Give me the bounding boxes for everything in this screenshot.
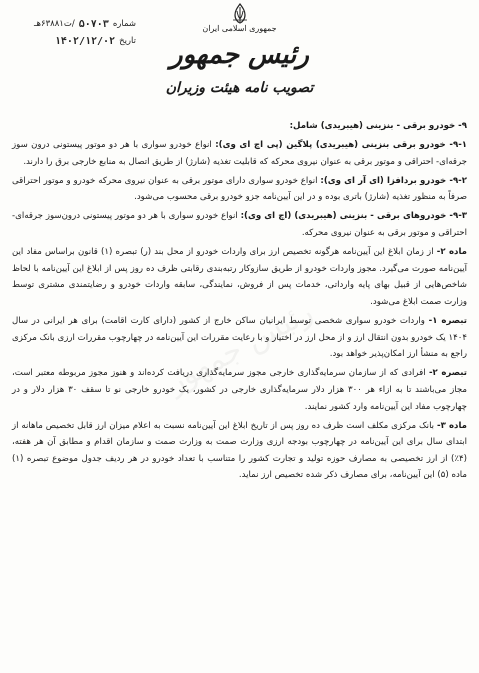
article-3 [12, 418, 467, 484]
paragraph-9-2 [12, 173, 467, 206]
letterhead [0, 0, 479, 118]
paragraph-label: ۹-۲- خودرو بردافزا (ای آر ای وی): [320, 175, 467, 186]
letterhead-title: رئیس جمهور [170, 40, 309, 70]
note-label: تبصره ۲- [428, 368, 467, 379]
paragraph-label: ۹-۳- خودروهای برقی - بنزینی (هیبریدی) (اچ ای وی): [240, 211, 468, 222]
note-text: افرادی که از سازمان سرمایه‌گذاری خارجی مجوز سرمایه‌گذاری دریافت کرده‌اند و هنوز مجوز مربوطه معتبر است، مجاز می‌باشند تا به ازاء هر ۳۰۰ هزار دلار سرمایه‌گذاری خارجی در کشور، یک خودرو خارجی نو تا سقف ۳۰ هزار دلار و در چهارچوب مفاد این آیین‌نامه وارد کشور نمایند. [12, 368, 467, 412]
date-label: تاریخ [119, 36, 136, 46]
article-label: ماده ۲- [436, 247, 467, 258]
section-heading: ۹- خودرو برقی - بنزینی (هیبریدی) شامل: [289, 121, 467, 131]
date-value: ۱۴۰۲/۱۲/۰۲ [54, 36, 116, 47]
note-1 [12, 313, 467, 363]
paragraph-text: انواع خودرو سواری با هر دو موتور پیستونی درون‌سوز جرقه‌ای- احتراقی و موتور برقی به عنوان نیروی محرکه. [12, 211, 467, 239]
article-text: از زمان ابلاغ این آیین‌نامه هرگونه تخصیص ارز برای واردات خودرو از محل بند (ر) تبصره (۱) قانون براساس مفاد این آیین‌نامه صورت می‌گیرد. مجوز واردات خودرو از طریق سازوکار رتبه‌بندی رقابتی ظرف ده روز پس از ابلاغ این آیین‌نامه با لحاظ شاخص‌هایی از قبیل بهای پایه وارداتی، خدمات پس از فروش، نمایندگی، سابقه واردات خودرو و رضایتمندی مشتری توسط وزارت صمت ابلاغ می‌شود. [12, 247, 467, 307]
note-text: واردات خودرو سواری شخصی توسط ایرانیان ساکن خارج از کشور (دارای کارت اقامت) برای هر ایرانی در سال ۱۴۰۴ یک خودرو بدون انتقال ارز و از محل ارز در اختیار و با رعایت مقررات این آیین‌نامه در چهارچوب مقررات ارزی بانک مرکزی راجع به منشأ ارز امکان‌پذیر خواهد بود. [12, 316, 467, 360]
paragraph-text: انواع خودرو سواری با هر دو موتور پیستونی درون سوز جرقه‌ای- احتراقی و موتور برقی به عنوان نیروی محرکه که قابلیت تغذیه (شارژ) از طریق اتصال به منابع خارجی برق را دارند. [12, 140, 467, 167]
paragraph-text: انواع خودرو سواری دارای موتور برقی به عنوان نیروی محرکه خودرو و موتور احتراقی صرفاً به منظور تغذیه (شارژ) باتری بوده و در این آیین‌نامه جزو خودرو برقی محسوب می‌شود. [12, 175, 467, 203]
paragraph-label: ۹-۱- خودرو برقی بنزینی (هیبریدی) پلاگین (پی اچ ای وی): [215, 140, 468, 151]
number-label: شماره [112, 19, 136, 29]
note-2 [12, 365, 467, 415]
paragraph-9-1 [12, 137, 467, 170]
article-label: ماده ۳- [436, 420, 467, 431]
article-text: بانک مرکزی مکلف است ظرف ده روز پس از تاریخ ابلاغ این آیین‌نامه نسبت به اعلام میزان ارز قابل تخصیص ماهانه از ابتدای سال برای این آیین‌نامه در چهارچوب بودجه ارزی وزارت صمت به وزارت صمت و سازمان اقدام و مطابق آن هر هفته، (۴٪) از ارز تخصیصی به مصارف حوزه تولید و تجارت کشور را متناسب با تعداد خودرو در هر ردیف جدول موضوع تبصره (۱) ماده (۵) این آیین‌نامه، برای مصارف ذکر شده تخصیص ارز نماید. [12, 420, 467, 481]
paragraph-9-3 [12, 208, 467, 241]
letterhead-subtitle: تصویب نامه هیئت وزیران [165, 80, 314, 96]
note-label: تبصره ۱- [428, 316, 467, 327]
document-body [12, 118, 467, 665]
article-2 [12, 244, 467, 310]
national-emblem-icon [228, 2, 252, 26]
government-name: جمهوری اسلامی ایران [202, 24, 277, 33]
number-value: ۵۰۷۰۳ [78, 19, 109, 30]
number-suffix: /ت۶۳۸۸۱هـ [34, 19, 75, 29]
